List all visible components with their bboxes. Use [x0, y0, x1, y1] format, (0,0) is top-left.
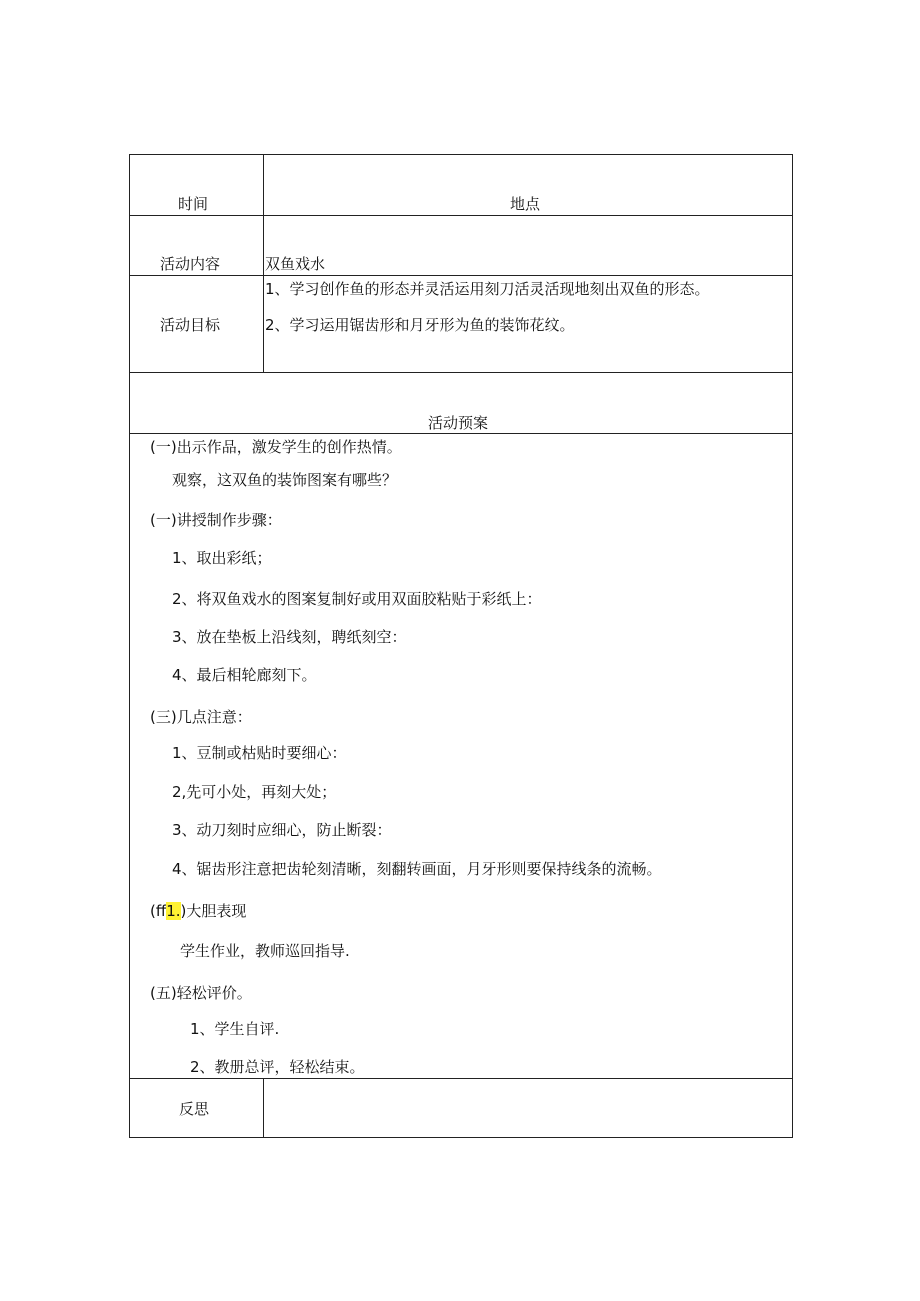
- content-label: 活动内容: [160, 255, 221, 273]
- table-row-divider: [129, 1078, 793, 1079]
- plan-note: 4、锯齿形注意把齿轮刻清晰，刻翻转画面，月牙形则要保持线条的流畅。: [172, 860, 662, 878]
- plan-text: 观察，这双鱼的装饰图案有哪些？: [172, 471, 398, 489]
- plan-item: 2、教册总评，轻松结束。: [190, 1058, 365, 1076]
- table-border-left: [129, 154, 130, 1138]
- plan-step: 3、放在垫板上沿线刻，聘纸刻空：: [172, 628, 407, 646]
- section4-highlight: 1.: [166, 902, 181, 920]
- plan-label: 活动预案: [428, 414, 489, 432]
- table-column-divider: [263, 1078, 264, 1138]
- plan-note: 1、豆制或枯贴时要细心：: [172, 744, 347, 762]
- table-column-divider: [263, 154, 264, 373]
- content-value: 双鱼戏水: [265, 255, 326, 273]
- table-row-divider: [129, 275, 793, 276]
- plan-section-title: [150, 901, 246, 921]
- goal-item: 1、学习创作鱼的形态并灵活运用刻刀活灵活现地刻出双鱼的形态。: [265, 280, 710, 298]
- section4-suffix: )大胆表现: [180, 902, 247, 920]
- plan-section-title: (三)几点注意：: [150, 708, 252, 726]
- table-border-top: [129, 154, 793, 155]
- place-label: 地点: [510, 195, 541, 213]
- plan-step: 1、取出彩纸；: [172, 549, 272, 567]
- plan-item: 1、学生自评.: [190, 1020, 280, 1038]
- plan-section-title: (一)讲授制作步骤：: [150, 511, 282, 529]
- table-border-bottom: [129, 1137, 793, 1138]
- table-row-divider: [129, 433, 793, 434]
- table-row-divider: [129, 215, 793, 216]
- plan-section-title: (五)轻松评价。: [150, 984, 252, 1002]
- plan-text: 学生作业，教师巡回指导.: [180, 942, 350, 960]
- table-border-right: [792, 154, 793, 1138]
- plan-step: 4、最后相轮廊刻下。: [172, 666, 317, 684]
- reflection-label: 反思: [179, 1100, 210, 1118]
- plan-section-title: (一)出示作品，激发学生的创作热情。: [150, 438, 402, 456]
- section4-prefix: (ff: [150, 902, 167, 920]
- goal-item: 2、学习运用锯齿形和月牙形为鱼的装饰花纹。: [265, 316, 575, 334]
- plan-note: 2,先可小处，再刻大处；: [172, 783, 337, 801]
- plan-step: 2、将双鱼戏水的图案复制好或用双面胶粘贴于彩纸上：: [172, 590, 542, 608]
- plan-note: 3、动刀刻时应细心，防止断裂：: [172, 821, 392, 839]
- time-label: 时间: [178, 195, 209, 213]
- table-row-divider: [129, 372, 793, 373]
- goal-label: 活动目标: [160, 316, 221, 334]
